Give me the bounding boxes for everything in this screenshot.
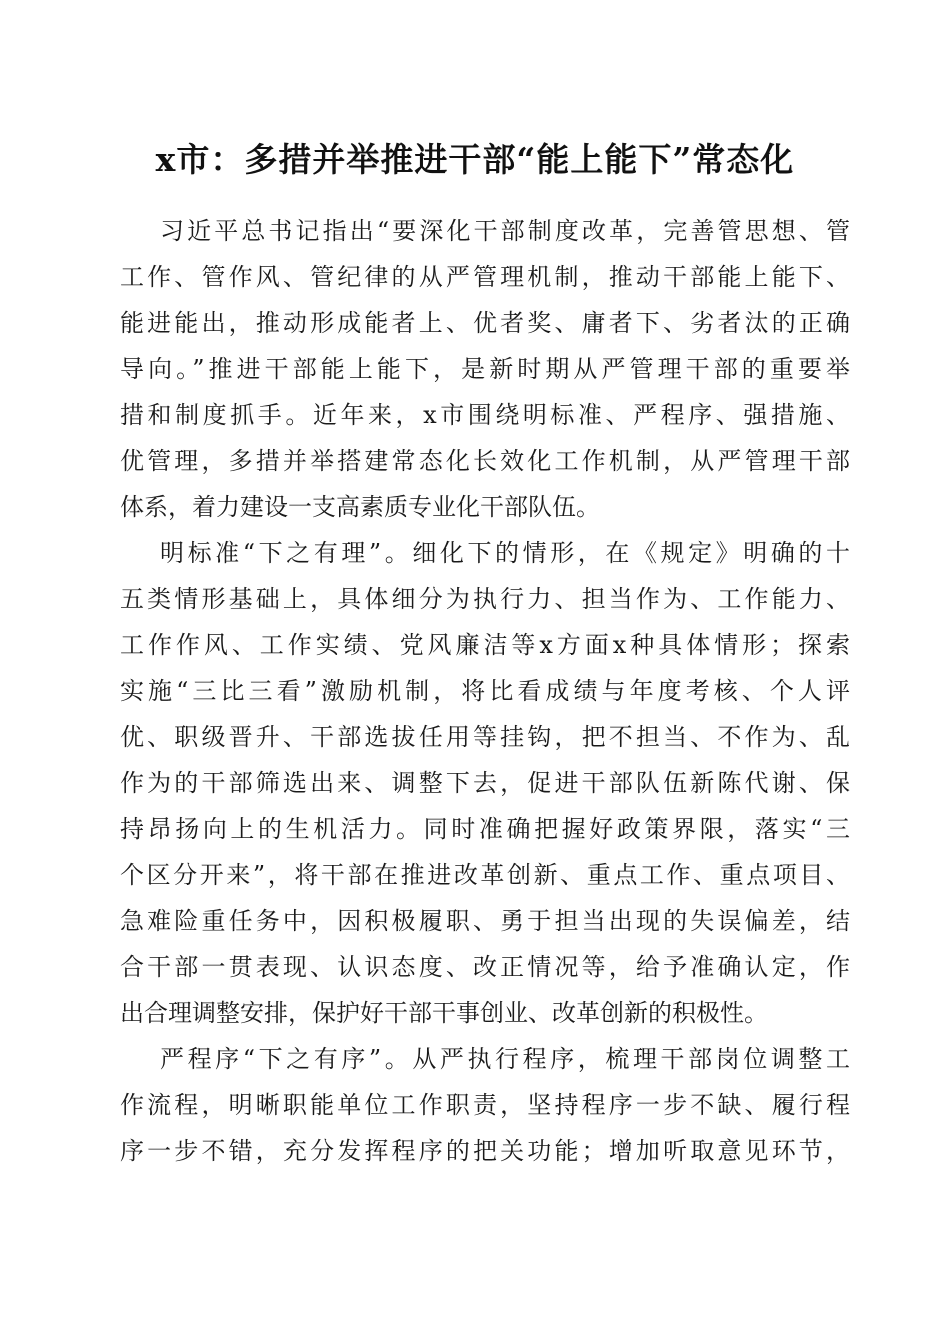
text-line: 工作、管作风、管纪律的从严管理机制，推动干部能上能下、 <box>120 263 850 291</box>
text-line: 合干部一贯表现、认识态度、改正情况等，给予准确认定，作 <box>120 953 850 981</box>
paragraph-intro <box>120 208 850 530</box>
text-line: 优管理，多措并举搭建常态化长效化工作机制，从严管理干部 <box>120 447 850 475</box>
text-line: 作为的干部筛选出来、调整下去，促进干部队伍新陈代谢、保 <box>120 769 850 797</box>
paragraph-standards <box>120 530 850 1036</box>
text-line: 持昂扬向上的生机活力。同时准确把握好政策界限，落实“三 <box>120 815 850 843</box>
text-line: 急难险重任务中，因积极履职、勇于担当出现的失误偏差，结 <box>120 907 850 935</box>
document-body <box>120 208 850 1174</box>
text-line: 序一步不错，充分发挥程序的把关功能；增加听取意见环节， <box>120 1137 850 1165</box>
text-line: 措和制度抓手。近年来，x市围绕明标准、严程序、强措施、 <box>120 401 850 429</box>
text-line: 导向。”推进干部能上能下，是新时期从严管理干部的重要举 <box>120 355 850 383</box>
paragraph-procedures <box>120 1036 850 1174</box>
text-line: 工作作风、工作实绩、党风廉洁等x方面x种具体情形；探索 <box>120 631 850 659</box>
text-line: 出合理调整安排，保护好干部干事创业、改革创新的积极性。 <box>120 999 768 1027</box>
text-line: 明标准“下之有理”。细化下的情形，在《规定》明确的十 <box>160 539 850 567</box>
text-line: 能进能出，推动形成能者上、优者奖、庸者下、劣者汰的正确 <box>120 309 850 337</box>
text-line: 优、职级晋升、干部选拔任用等挂钩，把不担当、不作为、乱 <box>120 723 850 751</box>
text-line: 个区分开来”，将干部在推进改革创新、重点工作、重点项目、 <box>120 861 850 889</box>
text-line: 五类情形基础上，具体细分为执行力、担当作为、工作能力、 <box>120 585 850 613</box>
document-title: x市：多措并举推进干部“能上能下”常态化 <box>155 140 795 179</box>
text-line: 体系，着力建设一支高素质专业化干部队伍。 <box>120 493 600 521</box>
text-line: 作流程，明晰职能单位工作职责，坚持程序一步不缺、履行程 <box>120 1091 850 1119</box>
text-line: 实施“三比三看”激励机制，将比看成绩与年度考核、个人评 <box>120 677 850 705</box>
text-line: 习近平总书记指出“要深化干部制度改革，完善管思想、管 <box>160 217 850 245</box>
text-line: 严程序“下之有序”。从严执行程序，梳理干部岗位调整工 <box>160 1045 850 1073</box>
